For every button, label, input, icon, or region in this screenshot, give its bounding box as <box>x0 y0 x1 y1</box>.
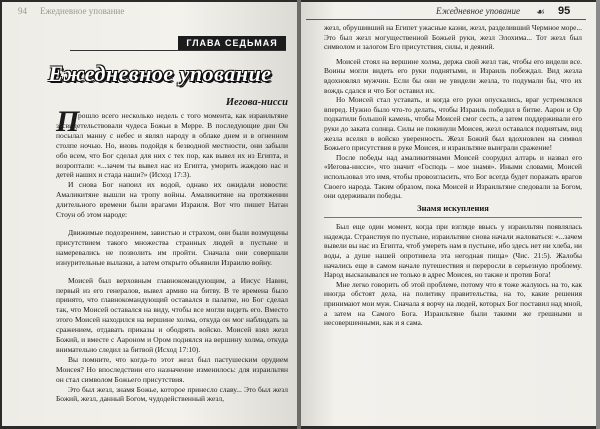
right-page-header <box>306 5 582 19</box>
section-rule <box>324 217 582 218</box>
paragraph: Вы помните, что когда-то этот жезл был пастушеским орудием Моисея? Но впоследствии его назначение изменилось: для израильтян он стал символом Божьего присутствия. <box>56 354 288 384</box>
block-quote: Движимые подозрением, завистью и страхом, они были возмущены присутствием такого множества странных людей в пустыне и намеревались не позволить им пройти. Сначала они совершали изнурительные вылазки, а затем открыто объявили Израилю войну. <box>56 227 288 267</box>
paragraph: Это был жезл, знамя Божье, которое принесло славу... Это был жезл Божий, жезл, данный Богом, чудодейственный жезл, <box>56 384 288 404</box>
paragraph: Был еще один момент, когда при взгляде ввысь у израильтян появлялась надежда. Странствуя по пустыне, израильтяне снова начали жаловаться: «...зачем вывели вы нас из Египта, чтоб умереть нам в пустыне, ибо здесь нет ни хлеба, ни воды, а душе нашей опротивела эта негодная пища» (Чис. 21:5). Жалобы начались еще в самом начале путешествия и переросли в серьезную проблему. Народ высказывался не только в адрес Моисея, но также и против Бога! <box>324 222 582 280</box>
page-edges <box>596 0 600 429</box>
chapter-rule <box>70 50 286 51</box>
right-page-number: 95 <box>558 5 571 17</box>
left-body-text <box>56 111 288 423</box>
chapter-label: ГЛАВА СЕДЬМАЯ <box>178 36 286 50</box>
paragraph: Но Моисей стал уставать, и когда его руки опускались, враг устремлялся вперед. Нужно было что-то делать, чтобы Израиль победил в битве. Аарон и Ор подкатили большой камень, чтобы Моисей смог сесть, а затем поддерживали его руки до заката солнца. Силы не покинули Моисея, жезл оставался поднятым, вид жезла вселял в войско уверенность. Жезл Божий был вдохновлен на символ Божьего присутствия в руке Моисея, и израильтяне выиграли сражение! <box>324 95 582 153</box>
left-running-head: Ежедневное упование <box>40 6 125 16</box>
right-body-text <box>324 23 582 423</box>
chapter-title: Ежедневное упование <box>48 61 272 86</box>
paragraph: жезл, обрушивший на Египет ужасные казни, жезл, разделивший Чермное море... Это был жезл могущественной Божьей руки, жезл Элохима... Тот жезл был символом и залогом Его присутствия, силы, и деяний. <box>324 23 582 52</box>
paragraph: Мне легко говорить об этой проблеме, потому что я тоже жалуюсь на то, как иногда обстоят дела, на политику правительства, на то, какие решения принимают мои муж. Сначала я ворчу на людей, которых Бог поставил над мной, а затем на Самого Бога. Израильтяне были такими же грешными и несовершенными, как и я сама. <box>324 279 582 328</box>
right-running-head: Ежедневное упование <box>436 6 520 16</box>
book-gutter <box>297 0 301 429</box>
paragraph: рошло всего несколько недель с того момента, как израильтяне засвидетельствовали чудеса Божьи в Мерре. В последующие дни Он посылал манну с небес и являл народу в облаке днем и в огненном столпе ночью. Но, вновь подойдя к безводной местности, они забыли обо всем, что Бог сделал для них с тех пор, как вывел их из Египта, и возроптали: «...зачем ты вывел нас из Египта, уморить жаждою нас и детей наших и стада наши?» (Исход 17:3). <box>56 111 288 180</box>
section-heading: Знамя искупления <box>417 202 489 213</box>
header-rule <box>306 19 586 20</box>
left-page-number: 94 <box>18 6 27 16</box>
ornament-icon: ☙ <box>536 7 545 18</box>
paragraph: Моисей был верховным главнокомандующим, а Иисус Навин, первый из его генералов, вывел армию на битву. В те времена было принято, что главнокомандующий оставался в палатке, но Бог сделал так, что Моисей оставался на виду, чтобы все могли видеть его. Вместо этого Моисей находился на вершине холма, откуда он мог наблюдать за сражением, отдавать приказы и ободрять войско. Моисей взял жезл Божий, и вместе с Аароном и Ором поднялся на вершину холма, откуда внимательно следил за битвой (Исход 17:10). <box>56 275 288 354</box>
paragraph: Моисей стоял на вершине холма, держа свой жезл так, чтобы его видели все. Воины могли видеть его руки поднятыми, и Израиль побеждал. Вид жезла вдохновлял мужчин. Если бы они не увидели жезла, то подумали бы, что их вождь сдался и что Бог оставил их. <box>324 56 582 95</box>
paragraph: И снова Бог напоил их водой, однако их ожидали новости: Амаликитяне вышли на тропу войны. Амаликитяне на протяжении длительного времени были врагами Израиля. Вот что пишет Натан Стоун об этом народе: <box>56 180 288 220</box>
paragraph: После победы над амаликитянами Моисей соорудил алтарь и назвал его «Иегова-нисси», что значит «Господь – мое знамя». Иными словами, Моисей использовал это имя, чтобы провозгласить, что Бог всегда будет поражать врагов Своего народа. Таким образом, пока Моисей и Израильтяне следовали за Богом, они одерживали победы. <box>324 152 582 201</box>
chapter-subtitle: Иегова-нисси <box>225 97 288 108</box>
left-page-header <box>18 6 284 20</box>
drop-cap: П <box>56 105 80 138</box>
